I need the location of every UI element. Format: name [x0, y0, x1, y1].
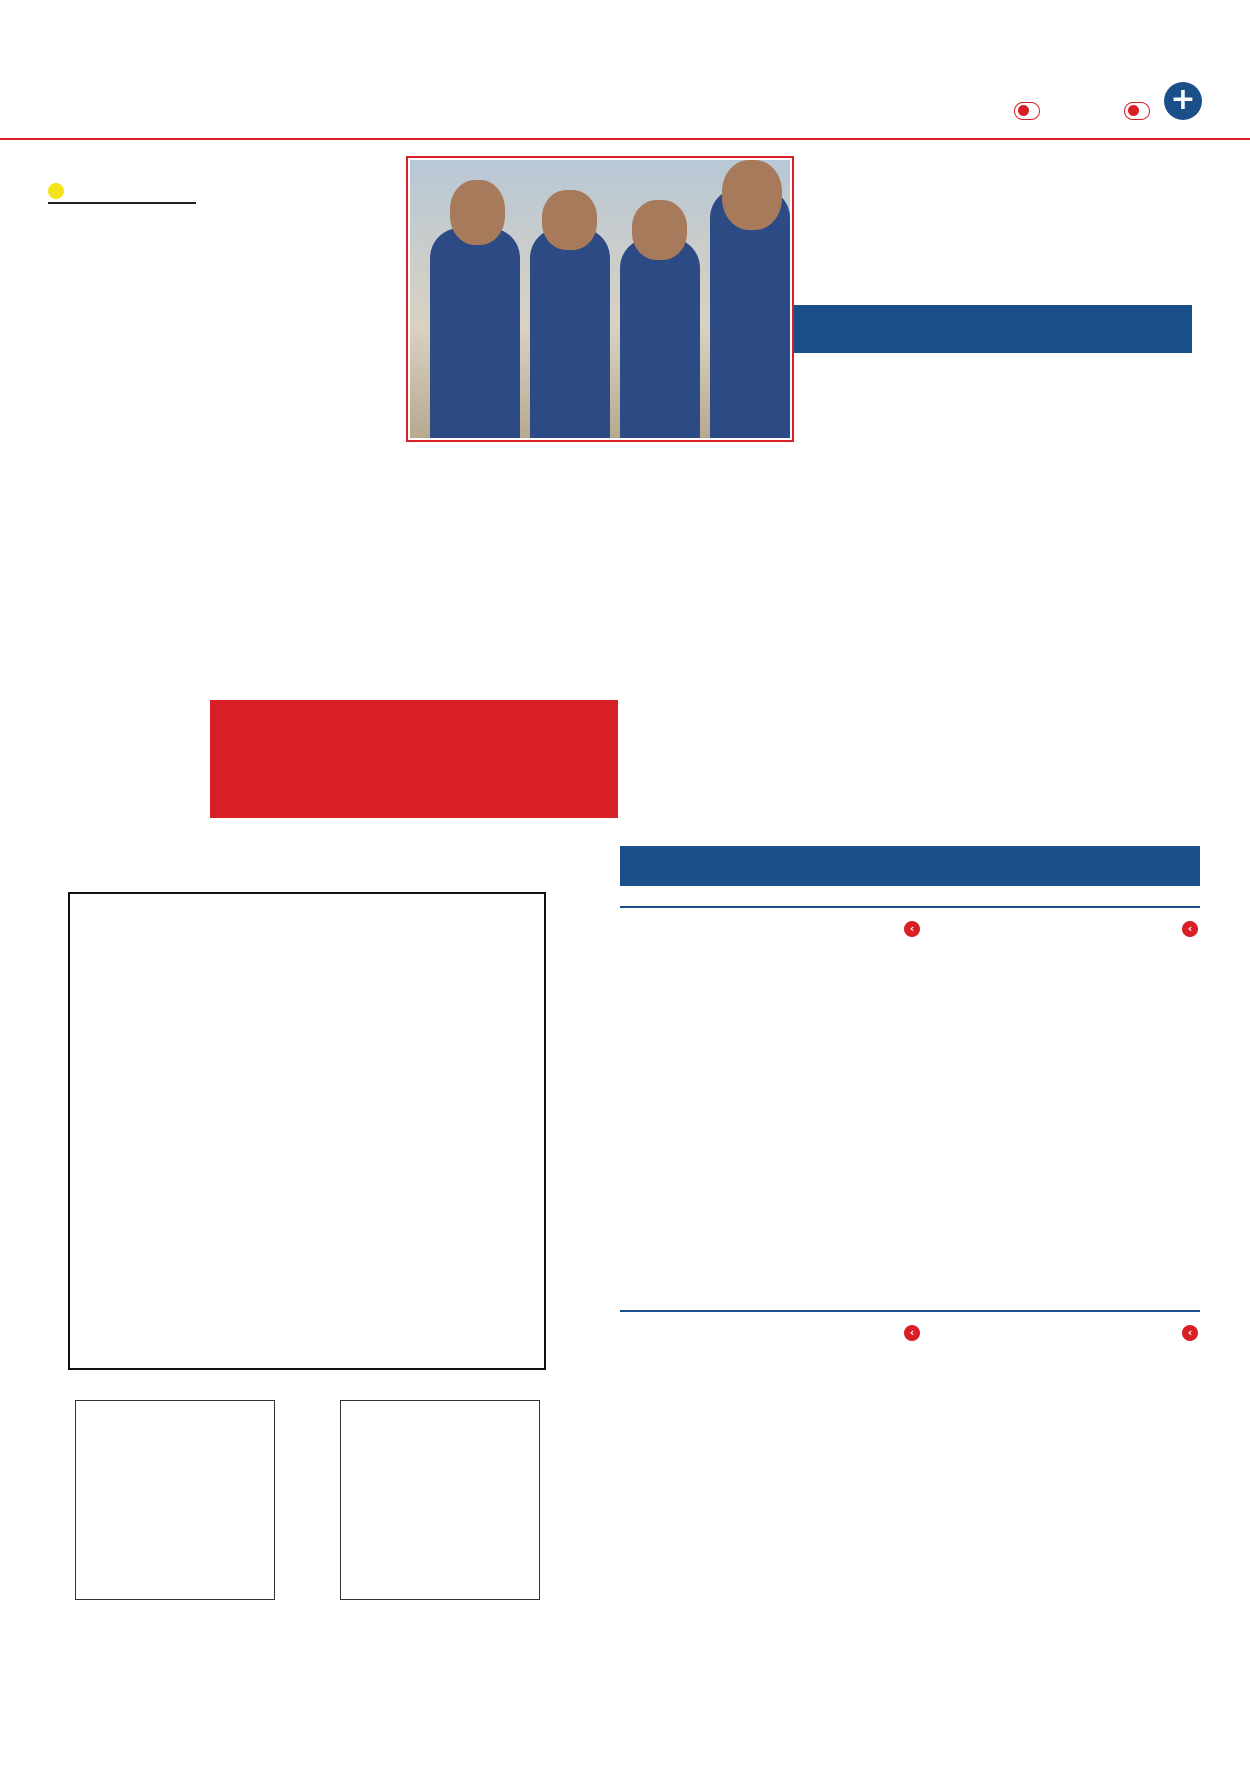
chevron-icon: ›	[1182, 1325, 1198, 1341]
special-down-heading	[900, 1324, 920, 1341]
special-down-clues	[630, 1348, 920, 1743]
article-column	[830, 450, 960, 810]
normal-across-heading	[1178, 920, 1198, 937]
normal-down-clues	[630, 944, 920, 1300]
special-across-heading	[1178, 1324, 1198, 1341]
chevron-icon: ›	[1182, 921, 1198, 937]
grid-column-numbers	[68, 862, 546, 886]
crossword-bar	[620, 846, 1200, 886]
article-column	[968, 450, 1078, 810]
person-figure	[530, 228, 610, 438]
divider	[620, 1310, 1200, 1312]
blurred-face	[722, 160, 782, 230]
suspects-photo	[410, 160, 790, 438]
page-header	[0, 70, 1250, 140]
crossword-grid[interactable]	[68, 892, 546, 1370]
article-column	[690, 450, 820, 810]
article-column	[210, 162, 398, 692]
grid-row-numbers	[550, 892, 580, 1370]
article-column	[1090, 450, 1200, 810]
note-tag	[48, 180, 196, 204]
instagram-icon	[1128, 105, 1139, 116]
solution-grid-normal	[340, 1400, 540, 1600]
normal-across-clues	[928, 944, 1200, 1300]
blurred-face	[450, 180, 505, 245]
blurred-face	[542, 190, 597, 250]
plus-icon[interactable]: +	[1164, 82, 1202, 120]
conclusion-box	[210, 700, 618, 818]
note-body	[48, 250, 196, 800]
chevron-icon: ›	[904, 921, 920, 937]
social-badge-2[interactable]	[1014, 102, 1040, 120]
telegram-icon	[1018, 105, 1029, 116]
social-badge-1[interactable]	[1124, 102, 1150, 120]
chevron-icon: ›	[904, 1325, 920, 1341]
blurred-face	[632, 200, 687, 260]
solution-grid-special	[75, 1400, 275, 1600]
lead-box	[794, 305, 1192, 353]
article-column	[410, 450, 540, 700]
yellow-dot-icon	[48, 183, 64, 199]
normal-down-heading	[900, 920, 920, 937]
special-across-clues	[928, 1348, 1200, 1743]
person-figure	[620, 238, 700, 438]
divider	[620, 906, 1200, 908]
person-figure	[430, 228, 520, 438]
